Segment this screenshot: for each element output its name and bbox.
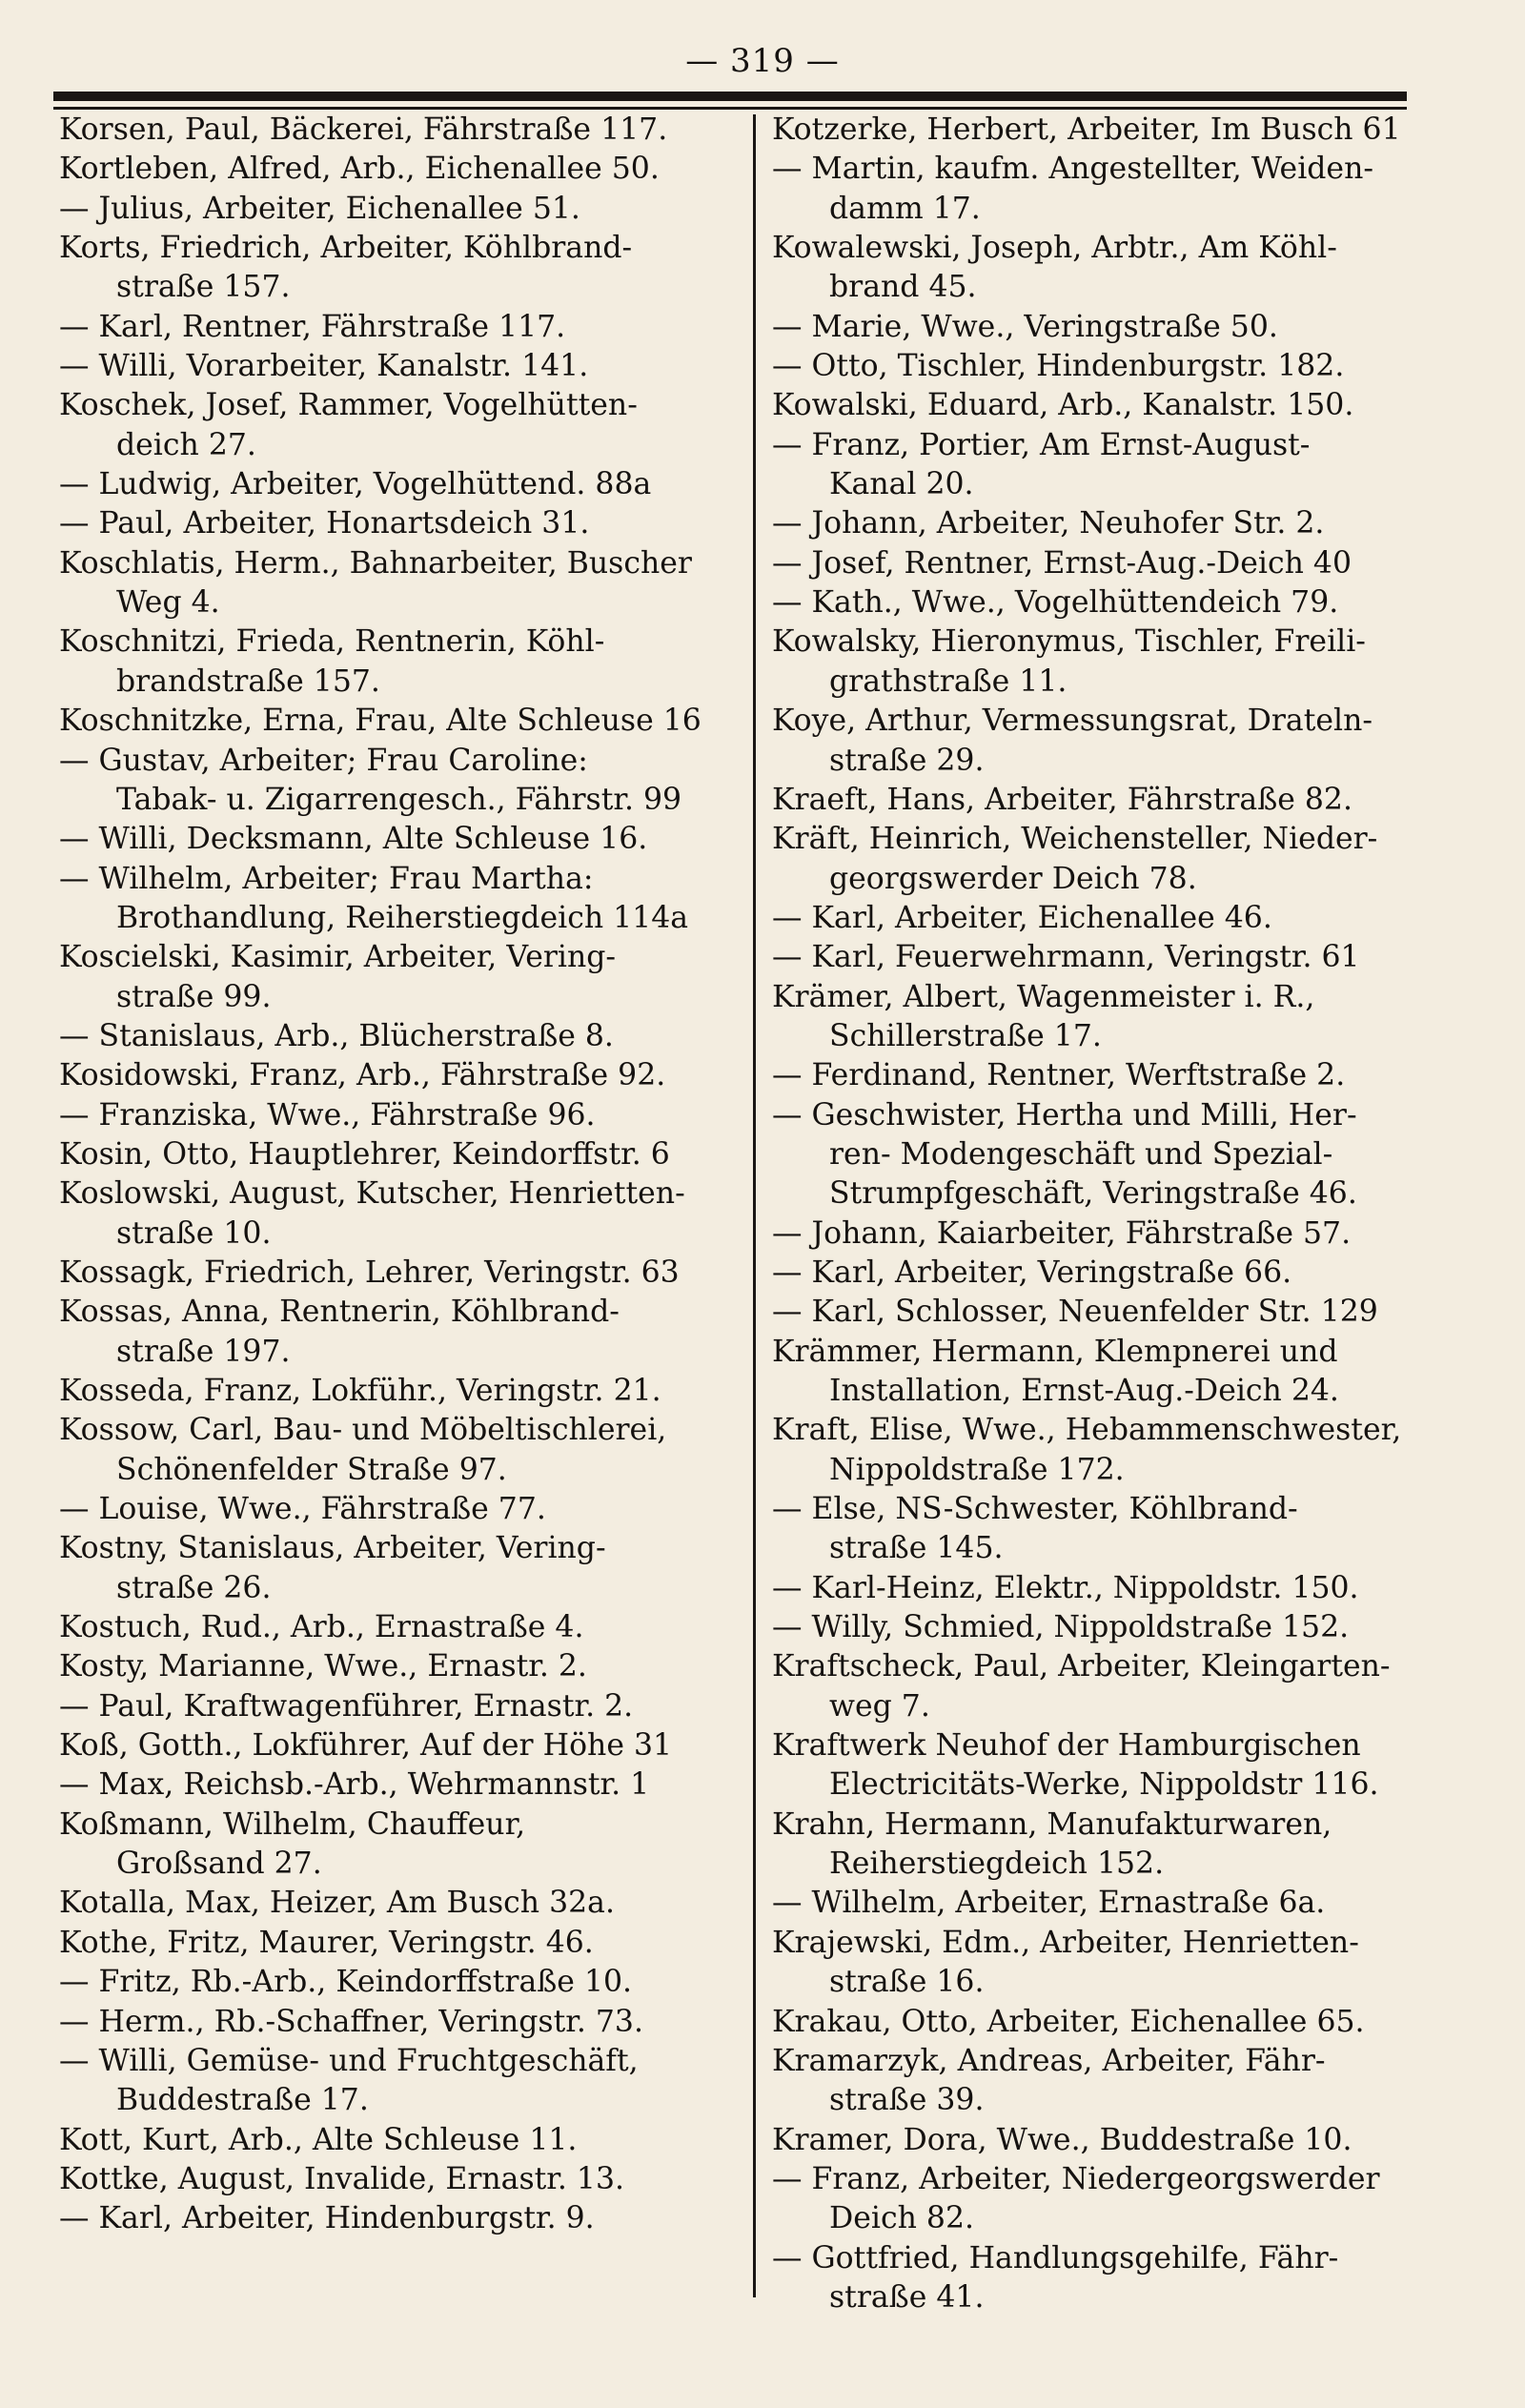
directory-entry: Kostny, Stanislaus, Arbeiter, Vering- <box>59 1531 606 1566</box>
directory-subentry: — Karl, Rentner, Fährstraße 117. <box>59 309 566 344</box>
directory-subentry: — Fritz, Rb.-Arb., Keindorffstraße 10. <box>59 1965 633 2000</box>
entry-continuation: straße 39. <box>829 2083 985 2118</box>
entry-continuation: damm 17. <box>829 191 981 226</box>
right-column <box>772 111 1458 2317</box>
entry-continuation: straße 99. <box>116 979 272 1014</box>
directory-entry: Kowalewski, Joseph, Arbtr., Am Köhl- <box>772 231 1337 266</box>
directory-entry: Kraftwerk Neuhof der Hamburgischen <box>772 1728 1361 1764</box>
directory-entry: Kraeft, Hans, Arbeiter, Fährstraße 82. <box>772 782 1352 817</box>
entry-continuation: georgswerder Deich 78. <box>829 861 1197 896</box>
directory-subentry: — Johann, Arbeiter, Neuhofer Str. 2. <box>772 506 1325 541</box>
directory-subentry: — Gustav, Arbeiter; Frau Caroline: <box>59 743 588 778</box>
entry-continuation: straße 29. <box>829 743 985 778</box>
entry-continuation: Installation, Ernst-Aug.-Deich 24. <box>829 1374 1339 1408</box>
directory-entry: Krämmer, Hermann, Klempnerei und <box>772 1334 1338 1369</box>
directory-subentry: — Karl, Arbeiter, Eichenallee 46. <box>772 900 1272 935</box>
directory-subentry: — Paul, Arbeiter, Honartsdeich 31. <box>59 506 590 541</box>
directory-entry: Krakau, Otto, Arbeiter, Eichenallee 65. <box>772 2004 1365 2039</box>
entry-continuation: grathstraße 11. <box>829 663 1068 699</box>
directory-entry: Kostuch, Rud., Arb., Ernastraße 4. <box>59 1610 584 1645</box>
directory-entry: Koß, Gotth., Lokführer, Auf der Höhe 31 <box>59 1728 673 1764</box>
entry-continuation: weg 7. <box>829 1688 930 1724</box>
directory-subentry: — Karl, Arbeiter, Veringstraße 66. <box>772 1255 1292 1290</box>
directory-entry: Kramer, Dora, Wwe., Buddestraße 10. <box>772 2122 1352 2157</box>
directory-subentry: — Franziska, Wwe., Fährstraße 96. <box>59 1097 596 1133</box>
directory-entry: Kotalla, Max, Heizer, Am Busch 32a. <box>59 1886 615 1921</box>
directory-entry: Kott, Kurt, Arb., Alte Schleuse 11. <box>59 2122 578 2157</box>
directory-subentry: — Josef, Rentner, Ernst-Aug.-Deich 40 <box>772 545 1352 581</box>
directory-entry: Kosidowski, Franz, Arb., Fährstraße 92. <box>59 1058 666 1093</box>
directory-subentry: — Paul, Kraftwagenführer, Ernastr. 2. <box>59 1688 634 1724</box>
directory-subentry: — Karl, Feuerwehrmann, Veringstr. 61 <box>772 940 1360 975</box>
entry-continuation: Kanal 20. <box>829 467 974 502</box>
entry-continuation: Electricitäts-Werke, Nippoldstr 116. <box>829 1767 1379 1803</box>
directory-subentry: — Wilhelm, Arbeiter, Ernastraße 6a. <box>772 1886 1326 1921</box>
entry-continuation: straße 26. <box>116 1570 272 1605</box>
entry-continuation: Reiherstiegdeich 152. <box>829 1847 1165 1882</box>
entry-continuation: Tabak- u. Zigarrengesch., Fährstr. 99 <box>116 782 682 817</box>
directory-entry: Koye, Arthur, Vermessungsrat, Drateln- <box>772 704 1372 739</box>
left-column <box>59 111 745 2239</box>
directory-entry: Korsen, Paul, Bäckerei, Fährstraße 117. <box>59 112 668 147</box>
directory-subentry: — Marie, Wwe., Veringstraße 50. <box>772 309 1278 344</box>
directory-entry: Krajewski, Edm., Arbeiter, Henrietten- <box>772 1925 1359 1960</box>
directory-entry: Koßmann, Wilhelm, Chauffeur, <box>59 1806 526 1842</box>
directory-entry: Koschnitzi, Frieda, Rentnerin, Köhl- <box>59 624 605 660</box>
entry-continuation: Weg 4. <box>116 585 220 621</box>
column-divider <box>753 114 756 2297</box>
directory-entry: Kräft, Heinrich, Weichensteller, Nieder- <box>772 822 1378 857</box>
directory-subentry: — Karl-Heinz, Elektr., Nippoldstr. 150. <box>772 1570 1359 1605</box>
directory-subentry: — Otto, Tischler, Hindenburgstr. 182. <box>772 349 1345 384</box>
directory-entry: Krämer, Albert, Wagenmeister i. R., <box>772 979 1315 1014</box>
directory-subentry: — Willy, Schmied, Nippoldstraße 152. <box>772 1610 1350 1645</box>
directory-subentry: — Else, NS-Schwester, Köhlbrand- <box>772 1492 1298 1527</box>
entry-continuation: brandstraße 157. <box>116 663 380 699</box>
directory-subentry: — Ludwig, Arbeiter, Vogelhüttend. 88a <box>59 467 652 502</box>
directory-entry: Kothe, Fritz, Maurer, Veringstr. 46. <box>59 1925 594 1960</box>
directory-subentry: — Stanislaus, Arb., Blücherstraße 8. <box>59 1018 614 1053</box>
entry-continuation: Schönenfelder Straße 97. <box>116 1452 507 1487</box>
entry-continuation: Strumpfgeschäft, Veringstraße 46. <box>829 1176 1357 1212</box>
directory-subentry: — Kath., Wwe., Vogelhüttendeich 79. <box>772 585 1339 621</box>
entry-continuation: Nippoldstraße 172. <box>829 1452 1125 1487</box>
directory-entry: Koscielski, Kasimir, Arbeiter, Vering- <box>59 940 617 975</box>
directory-subentry: — Julius, Arbeiter, Eichenallee 51. <box>59 191 580 226</box>
entry-continuation: Schillerstraße 17. <box>829 1018 1102 1053</box>
page-number: — 319 — <box>685 42 840 80</box>
directory-subentry: — Martin, kaufm. Angestellter, Weiden- <box>772 152 1373 187</box>
entry-continuation: straße 197. <box>116 1334 291 1369</box>
entry-continuation: straße 10. <box>116 1215 272 1251</box>
directory-entry: Koschek, Josef, Rammer, Vogelhütten- <box>59 388 638 423</box>
directory-entry: Kottke, August, Invalide, Ernastr. 13. <box>59 2161 625 2196</box>
directory-subentry: — Louise, Wwe., Fährstraße 77. <box>59 1492 546 1527</box>
entry-continuation: Brothandlung, Reiherstiegdeich 114a <box>116 900 689 935</box>
directory-entry: Kramarzyk, Andreas, Arbeiter, Fähr- <box>772 2043 1326 2078</box>
directory-entry: Kraftscheck, Paul, Arbeiter, Kleingarten- <box>772 1649 1391 1684</box>
directory-entry: Kosin, Otto, Hauptlehrer, Keindorffstr. 6 <box>59 1136 670 1172</box>
directory-subentry: — Herm., Rb.-Schaffner, Veringstr. 73. <box>59 2004 643 2039</box>
directory-subentry: — Willi, Decksmann, Alte Schleuse 16. <box>59 822 648 857</box>
directory-entry: Kossas, Anna, Rentnerin, Köhlbrand- <box>59 1295 620 1330</box>
directory-subentry: — Wilhelm, Arbeiter; Frau Martha: <box>59 861 594 896</box>
header-rule-thick <box>53 92 1407 101</box>
directory-entry: Kowalski, Eduard, Arb., Kanalstr. 150. <box>772 388 1354 423</box>
directory-subentry: — Franz, Arbeiter, Niedergeorgswerder <box>772 2161 1380 2196</box>
directory-subentry: — Karl, Schlosser, Neuenfelder Str. 129 <box>772 1295 1378 1330</box>
directory-entry: Koschlatis, Herm., Bahnarbeiter, Buscher <box>59 545 692 581</box>
entry-continuation: brand 45. <box>829 270 977 305</box>
directory-entry: Kortleben, Alfred, Arb., Eichenallee 50. <box>59 152 660 187</box>
directory-entry: Kotzerke, Herbert, Arbeiter, Im Busch 61 <box>772 112 1401 147</box>
entry-continuation: straße 16. <box>829 1965 985 2000</box>
entry-continuation: straße 157. <box>116 270 291 305</box>
directory-entry: Kosty, Marianne, Wwe., Ernastr. 2. <box>59 1649 587 1684</box>
entry-continuation: straße 41. <box>829 2279 985 2315</box>
directory-subentry: — Willi, Vorarbeiter, Kanalstr. 141. <box>59 349 589 384</box>
directory-entry: Koslowski, August, Kutscher, Henrietten- <box>59 1176 685 1212</box>
directory-subentry: — Franz, Portier, Am Ernst-August- <box>772 427 1311 462</box>
entry-continuation: Buddestraße 17. <box>116 2083 369 2118</box>
entry-continuation: straße 145. <box>829 1531 1004 1566</box>
directory-subentry: — Max, Reichsb.-Arb., Wehrmannstr. 1 <box>59 1767 650 1803</box>
directory-subentry: — Gottfried, Handlungsgehilfe, Fähr- <box>772 2240 1339 2275</box>
directory-subentry: — Ferdinand, Rentner, Werftstraße 2. <box>772 1058 1346 1093</box>
entry-continuation: deich 27. <box>116 427 256 462</box>
entry-continuation: ren- Modengeschäft und Spezial- <box>829 1136 1333 1172</box>
header-rule-thin <box>53 107 1407 110</box>
directory-entry: Kossow, Carl, Bau- und Möbeltischlerei, <box>59 1413 667 1448</box>
directory-subentry: — Johann, Kaiarbeiter, Fährstraße 57. <box>772 1215 1352 1251</box>
directory-entry: Kraft, Elise, Wwe., Hebammenschwester, <box>772 1413 1402 1448</box>
directory-entry: Korts, Friedrich, Arbeiter, Köhlbrand- <box>59 231 633 266</box>
directory-entry: Kosseda, Franz, Lokführ., Veringstr. 21. <box>59 1374 661 1408</box>
directory-entry: Kowalsky, Hieronymus, Tischler, Freili- <box>772 624 1366 660</box>
directory-entry: Kossagk, Friedrich, Lehrer, Veringstr. 63 <box>59 1255 680 1290</box>
directory-subentry: — Willi, Gemüse- und Fruchtgeschäft, <box>59 2043 639 2078</box>
directory-entry: Krahn, Hermann, Manufakturwaren, <box>772 1806 1332 1842</box>
directory-entry: Koschnitzke, Erna, Frau, Alte Schleuse 16 <box>59 704 702 739</box>
directory-subentry: — Karl, Arbeiter, Hindenburgstr. 9. <box>59 2201 595 2236</box>
directory-subentry: — Geschwister, Hertha und Milli, Her- <box>772 1097 1357 1133</box>
entry-continuation: Deich 82. <box>829 2201 975 2236</box>
entry-continuation: Großsand 27. <box>116 1847 322 1882</box>
